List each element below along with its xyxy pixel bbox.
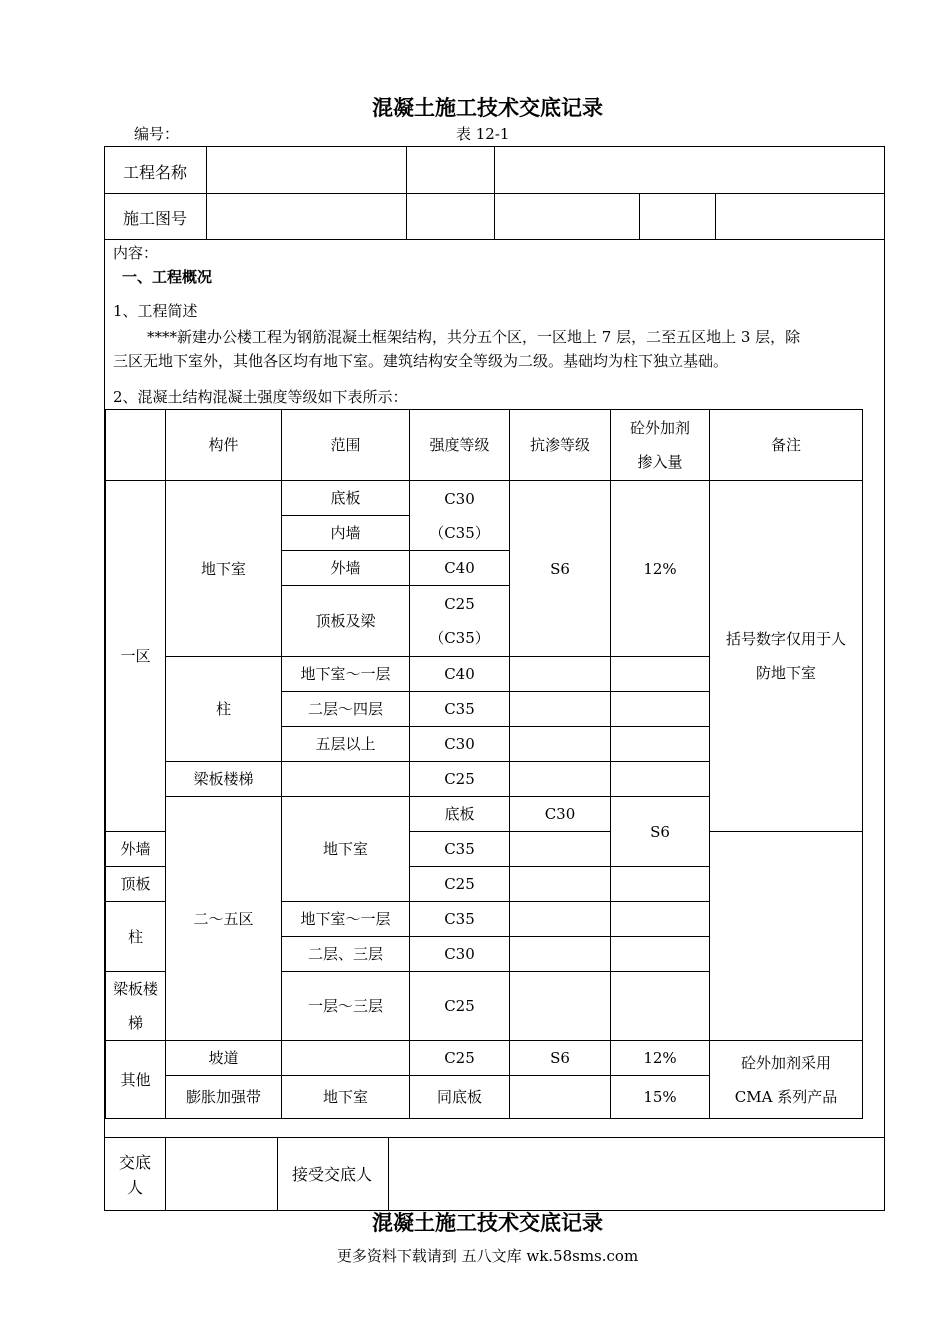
admixture-cell: 15% — [611, 1076, 710, 1119]
divider — [277, 1137, 278, 1211]
footer-link[interactable]: 更多资料下载请到 五八文库 wk.58sms.com — [336, 1247, 639, 1265]
grade-cell: C35 — [410, 832, 510, 867]
empty-cell — [611, 937, 710, 972]
subheading-strength: 2、混凝土结构混凝土强度等级如下表所示： — [113, 388, 408, 406]
drawing-number-label: 施工图号 — [123, 209, 188, 228]
divider — [388, 1137, 389, 1211]
document-title: 混凝土施工技术交底记录 — [372, 95, 603, 120]
empty-cell — [611, 657, 710, 692]
divider — [406, 147, 407, 239]
component-cell: 坡道 — [166, 1041, 282, 1076]
empty-cell — [510, 727, 611, 762]
paragraph-line: 三区无地下室外，其他各区均有地下室。建筑结构安全等级为二级。基础均为柱下独立基础。 — [113, 352, 729, 370]
empty-cell — [611, 727, 710, 762]
zone-cell: 二～五区 — [166, 797, 282, 1041]
grade-cell: C40 — [410, 657, 510, 692]
divider — [494, 147, 495, 239]
range-cell: 一层～三层 — [282, 972, 410, 1041]
empty-cell — [282, 1041, 410, 1076]
empty-cell — [510, 692, 611, 727]
empty-cell — [611, 902, 710, 937]
form-number: 表 12-1 — [456, 125, 510, 143]
divider — [165, 1137, 166, 1211]
range-cell: 底板 — [282, 481, 410, 516]
divider — [639, 193, 640, 239]
admixture-cell: 12% — [611, 481, 710, 657]
divider — [105, 239, 884, 240]
presenter-label: 交底人 — [118, 1153, 151, 1197]
permeability-cell: S6 — [510, 481, 611, 657]
grade-cell: C35 — [410, 902, 510, 937]
grade-cell: C25（C35） — [410, 586, 510, 657]
project-name-label: 工程名称 — [123, 163, 188, 182]
component-cell: 梁板楼梯 — [166, 762, 282, 797]
range-cell: 顶板及梁 — [282, 586, 410, 657]
empty-cell — [611, 762, 710, 797]
note-cell: 砼外加剂采用 CMA 系列产品 — [710, 1041, 863, 1119]
grade-cell: C40 — [410, 551, 510, 586]
empty-cell — [510, 657, 611, 692]
permeability-cell: S6 — [611, 797, 710, 867]
grade-cell: C25 — [410, 972, 510, 1041]
header-cell: 备注 — [710, 410, 863, 481]
divider — [105, 1137, 884, 1138]
grade-cell: C30 — [510, 797, 611, 832]
zone-cell: 其他 — [106, 1041, 166, 1119]
range-cell: 地下室～一层 — [282, 902, 410, 937]
range-cell: 外墙 — [106, 832, 166, 867]
component-cell: 柱 — [106, 902, 166, 972]
range-cell: 顶板 — [106, 867, 166, 902]
header-cell: 范围 — [282, 410, 410, 481]
empty-cell — [510, 972, 611, 1041]
divider — [715, 193, 716, 239]
component-cell: 膨胀加强带 — [166, 1076, 282, 1119]
section-heading: 一、工程概况 — [122, 268, 213, 286]
grade-cell: C30 — [410, 937, 510, 972]
header-cell: 砼外加剂掺入量 — [611, 410, 710, 481]
range-cell: 内墙 — [282, 516, 410, 551]
empty-cell — [611, 867, 710, 902]
range-cell: 二层、三层 — [282, 937, 410, 972]
empty-cell — [510, 762, 611, 797]
range-cell: 外墙 — [282, 551, 410, 586]
range-cell: 二层～四层 — [282, 692, 410, 727]
zone-cell: 一区 — [106, 481, 166, 832]
grade-cell: C25 — [410, 867, 510, 902]
grade-cell: C25 — [410, 762, 510, 797]
empty-cell — [282, 762, 410, 797]
component-cell: 柱 — [166, 657, 282, 762]
range-cell: 五层以上 — [282, 727, 410, 762]
grade-cell: 同底板 — [410, 1076, 510, 1119]
empty-cell — [510, 867, 611, 902]
note-cell: 括号数字仅用于人防地下室 — [710, 481, 863, 832]
grade-cell: C30（C35） — [410, 481, 510, 551]
divider — [206, 147, 207, 239]
paragraph-line: ****新建办公楼工程为钢筋混凝土框架结构，共分五个区，一区地上 7 层，二至五区地上 3 层，除 — [147, 328, 801, 346]
range-cell: 地下室～一层 — [282, 657, 410, 692]
admixture-cell: 12% — [611, 1041, 710, 1076]
empty-cell — [510, 902, 611, 937]
subheading-overview: 1、工程简述 — [113, 302, 198, 320]
empty-cell — [611, 972, 710, 1041]
empty-cell — [611, 692, 710, 727]
header-cell: 构件 — [166, 410, 282, 481]
header-cell: 强度等级 — [410, 410, 510, 481]
grade-cell: C25 — [410, 1041, 510, 1076]
document-title-bottom: 混凝土施工技术交底记录 — [372, 1210, 603, 1235]
header-cell: 抗渗等级 — [510, 410, 611, 481]
content-label: 内容： — [113, 244, 159, 262]
serial-number-label: 编号： — [134, 125, 180, 143]
receiver-label: 接受交底人 — [292, 1165, 373, 1184]
range-cell: 地下室 — [282, 1076, 410, 1119]
component-cell: 梁板楼梯 — [106, 972, 166, 1041]
concrete-strength-table — [105, 409, 863, 1119]
permeability-cell: S6 — [510, 1041, 611, 1076]
range-cell: 底板 — [410, 797, 510, 832]
empty-cell — [510, 1076, 611, 1119]
grade-cell: C35 — [410, 692, 510, 727]
grade-cell: C30 — [410, 727, 510, 762]
header-cell — [106, 410, 166, 481]
component-cell: 地下室 — [282, 797, 410, 902]
component-cell: 地下室 — [166, 481, 282, 657]
empty-cell — [510, 937, 611, 972]
